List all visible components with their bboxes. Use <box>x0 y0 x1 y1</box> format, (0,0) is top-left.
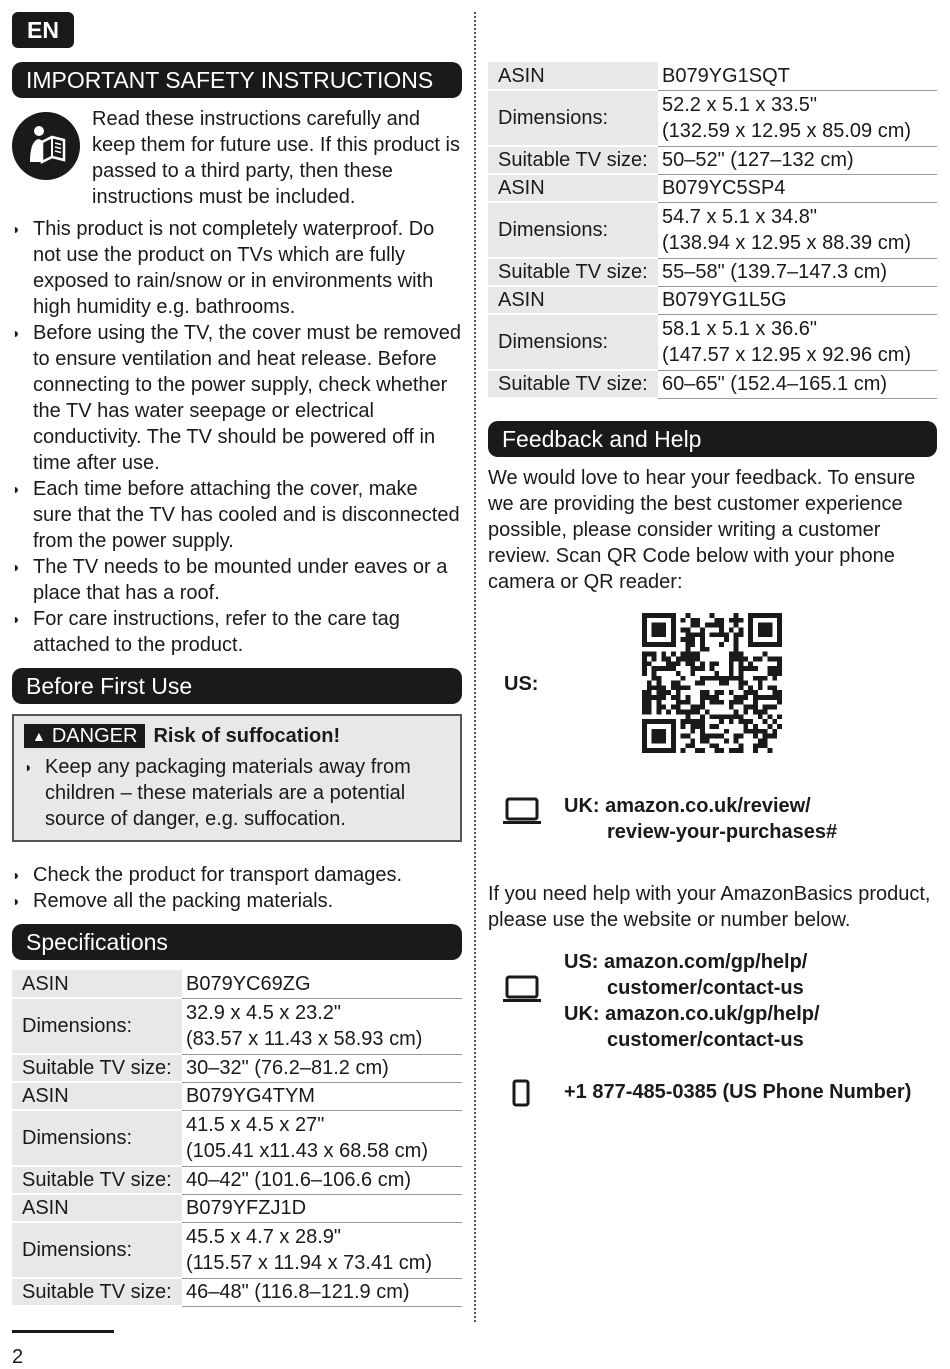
spec-row <box>12 1278 462 1306</box>
spec-row <box>12 998 462 1054</box>
spec-value: 60–65" (152.4–165.1 cm) <box>658 370 937 398</box>
spec-value: 46–48" (116.8–121.9 cm) <box>182 1278 462 1306</box>
warning-triangle-icon: ▲ <box>32 728 46 744</box>
uk-review-line2[interactable]: review-your-purchases# <box>607 821 838 843</box>
safety-item: ◗ Each time before attaching the cover, make sure that the TV has cooled and is disconnected from the power supply. <box>12 476 462 554</box>
spec-row <box>12 1222 462 1278</box>
laptop-icon <box>502 975 542 1012</box>
spec-dim-inch: 45.5 x 4.7 x 28.9" <box>186 1226 341 1248</box>
spec-row <box>12 970 462 998</box>
danger-label: DANGER <box>51 724 138 747</box>
spec-label: ASIN <box>488 174 658 202</box>
spec-value: B079YG4TYM <box>182 1082 462 1110</box>
spec-value: B079YC5SP4 <box>658 174 937 202</box>
before-use-item: ◗ Remove all the packing materials. <box>12 888 462 914</box>
danger-header <box>24 722 450 750</box>
spec-label: Suitable TV size: <box>488 370 658 398</box>
spec-label: Suitable TV size: <box>488 146 658 174</box>
safety-item: ◗ The TV needs to be mounted under eaves or a place that has a roof. <box>12 554 462 606</box>
spec-dim-inch: 58.1 x 5.1 x 36.6" <box>662 318 817 340</box>
spec-row <box>488 370 937 398</box>
spec-label: Dimensions: <box>488 90 658 146</box>
spec-row <box>488 174 937 202</box>
spec-dim-cm: (147.57 x 12.95 x 92.96 cm) <box>662 344 912 366</box>
help-links-row <box>488 949 937 1059</box>
feedback-text: We would love to hear your feedback. To ensure we are providing the best customer experience possible, please consider writing a customer review. Scan QR Code below with your phone camera or QR reader: <box>488 467 916 593</box>
danger-box <box>12 714 462 842</box>
spec-label: Dimensions: <box>12 1222 182 1278</box>
left-column <box>12 62 462 1307</box>
spec-row <box>488 146 937 174</box>
spec-dim-inch: 32.9 x 4.5 x 23.2" <box>186 1002 341 1024</box>
spec-label: ASIN <box>12 1194 182 1222</box>
spec-dim-cm: (105.41 x11.43 x 68.58 cm) <box>186 1140 428 1162</box>
us-help-line1[interactable]: US: amazon.com/gp/help/ <box>564 951 808 973</box>
spec-value <box>658 314 937 370</box>
safety-item: ◗ For care instructions, refer to the care tag attached to the product. <box>12 606 462 658</box>
spec-row <box>12 1082 462 1110</box>
right-column <box>488 62 937 1119</box>
spec-label: Suitable TV size: <box>488 258 658 286</box>
spec-value: 40–42" (101.6–106.6 cm) <box>182 1166 462 1194</box>
specifications-heading: Specifications <box>12 924 462 960</box>
before-use-list <box>12 862 462 914</box>
before-first-use-heading: Before First Use <box>12 668 462 704</box>
page-number: 2 <box>12 1346 24 1368</box>
uk-review-link[interactable] <box>564 793 837 845</box>
spec-label: ASIN <box>488 62 658 90</box>
safety-item: ◗ Before using the TV, the cover must be removed to ensure ventilation and heat release. Before connecting to the power supply, check whether the TV has water seepage or electrical conductivity. The TV should be powered off in time after use. <box>12 320 462 476</box>
spec-value: B079YG1SQT <box>658 62 937 90</box>
uk-review-row <box>488 793 937 873</box>
spec-value <box>658 202 937 258</box>
qr-code[interactable] <box>642 613 782 753</box>
spec-value: 30–32" (76.2–81.2 cm) <box>182 1054 462 1082</box>
uk-review-line1[interactable]: UK: amazon.co.uk/review/ <box>564 795 811 817</box>
column-divider <box>474 12 476 1322</box>
spec-dim-cm: (115.57 x 11.94 x 73.41 cm) <box>186 1252 433 1274</box>
us-help-line2[interactable]: customer/contact-us <box>607 977 804 999</box>
spec-label: Dimensions: <box>488 314 658 370</box>
spec-value: B079YFZJ1D <box>182 1194 462 1222</box>
spec-label: Dimensions: <box>12 1110 182 1166</box>
uk-help-line2[interactable]: customer/contact-us <box>607 1029 804 1051</box>
spec-row <box>488 286 937 314</box>
spec-value <box>182 998 462 1054</box>
spec-label: Dimensions: <box>12 998 182 1054</box>
spec-dim-cm: (132.59 x 12.95 x 85.09 cm) <box>662 120 912 142</box>
spec-table-left <box>12 970 462 1307</box>
feedback-heading: Feedback and Help <box>488 421 937 457</box>
spec-row <box>12 1194 462 1222</box>
safety-list <box>12 216 462 658</box>
danger-item: ◗ Keep any packaging materials away from children – these materials are a potential source of danger, e.g. suffocation. <box>24 754 450 832</box>
safety-intro <box>12 106 462 216</box>
spec-label: Suitable TV size: <box>12 1166 182 1194</box>
spec-row <box>488 62 937 90</box>
spec-dim-cm: (83.57 x 11.43 x 58.93 cm) <box>186 1028 423 1050</box>
spec-row <box>488 90 937 146</box>
spec-label: Dimensions: <box>488 202 658 258</box>
phone-row <box>488 1079 937 1119</box>
page-rule <box>12 1330 114 1333</box>
safety-item: ◗ This product is not completely waterproof. Do not use the product on TVs which are fully exposed to rain/snow or in environments with high humidity e.g. bathrooms. <box>12 216 462 320</box>
spec-dim-inch: 41.5 x 4.5 x 27" <box>186 1114 325 1136</box>
spec-row <box>488 314 937 370</box>
spec-dim-cm: (138.94 x 12.95 x 88.39 cm) <box>662 232 912 254</box>
language-tag: EN <box>12 12 74 48</box>
spec-value: 50–52" (127–132 cm) <box>658 146 937 174</box>
spec-value: B079YG1L5G <box>658 286 937 314</box>
help-links <box>564 949 820 1053</box>
safety-heading: IMPORTANT SAFETY INSTRUCTIONS <box>12 62 462 98</box>
spec-label: Suitable TV size: <box>12 1054 182 1082</box>
spec-label: ASIN <box>12 1082 182 1110</box>
safety-intro-text: Read these instructions carefully and keep them for future use. If this product is passed to a third party, then these instructions must be included. <box>92 108 460 208</box>
spec-value <box>182 1110 462 1166</box>
laptop-icon <box>502 797 542 834</box>
phone-number[interactable]: +1 877-485-0385 (US Phone Number) <box>564 1081 912 1103</box>
spec-label: Suitable TV size: <box>12 1278 182 1306</box>
qr-section <box>488 613 937 783</box>
spec-dim-inch: 54.7 x 5.1 x 34.8" <box>662 206 817 228</box>
read-manual-icon <box>12 112 80 180</box>
before-use-item: ◗ Check the product for transport damages. <box>12 862 462 888</box>
spec-row <box>12 1054 462 1082</box>
spec-value <box>182 1222 462 1278</box>
spec-label: ASIN <box>12 970 182 998</box>
phone-icon <box>512 1079 530 1114</box>
danger-list <box>24 754 450 832</box>
qr-label: US: <box>504 673 539 695</box>
spec-label: ASIN <box>488 286 658 314</box>
danger-title: Risk of suffocation! <box>153 724 341 747</box>
spec-row <box>488 258 937 286</box>
spec-value <box>658 90 937 146</box>
spec-row <box>12 1110 462 1166</box>
spec-row <box>488 202 937 258</box>
spec-row <box>12 1166 462 1194</box>
help-text: If you need help with your AmazonBasics product, please use the website or number below. <box>488 883 931 931</box>
spec-table-right <box>488 62 937 399</box>
danger-badge <box>24 724 145 748</box>
spec-value: B079YC69ZG <box>182 970 462 998</box>
spec-dim-inch: 52.2 x 5.1 x 33.5" <box>662 94 817 116</box>
spec-value: 55–58" (139.7–147.3 cm) <box>658 258 937 286</box>
uk-help-line1[interactable]: UK: amazon.co.uk/gp/help/ <box>564 1003 820 1025</box>
